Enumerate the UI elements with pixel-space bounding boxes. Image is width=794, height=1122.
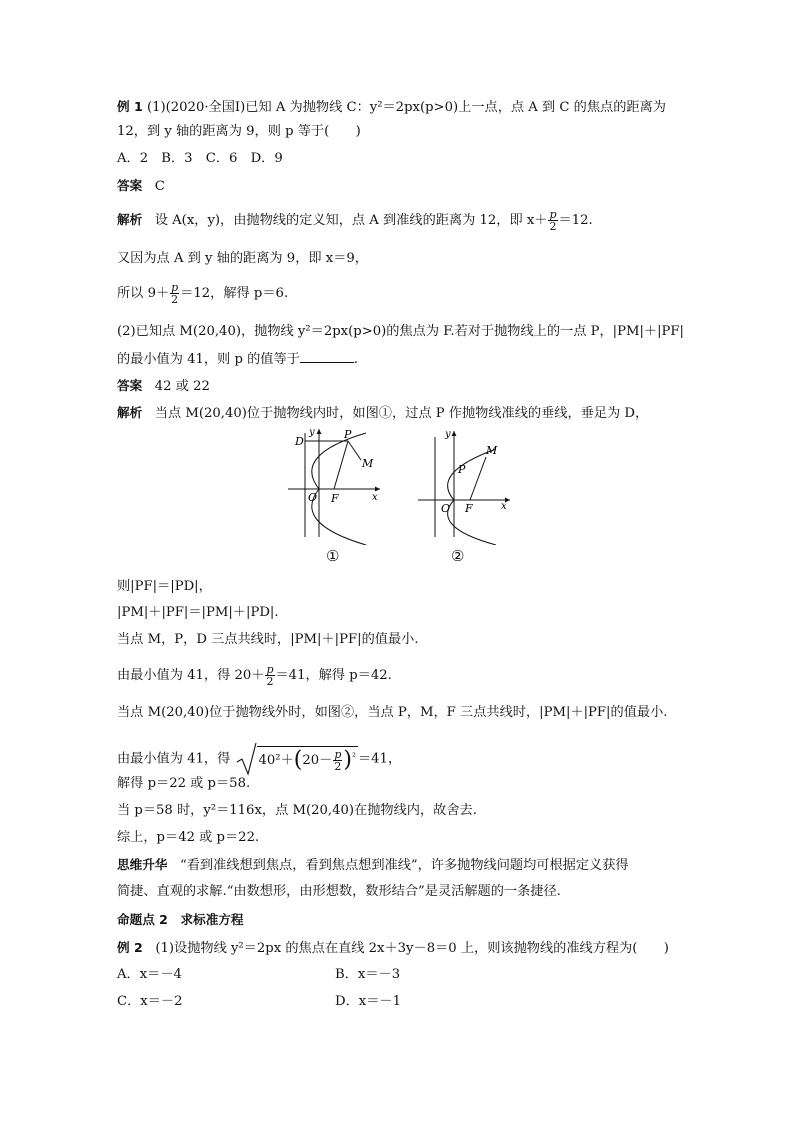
ex2-option-c: C．x＝－2: [117, 994, 183, 1009]
fig1-f-label: F: [331, 492, 339, 505]
fig2-y-label: y: [445, 429, 451, 440]
ex1-q2-line2: 的最小值为 41，则 p 的值等于 .: [117, 352, 359, 367]
ex2-options-row1: [117, 966, 400, 984]
ex1-label: 例 1: [117, 99, 143, 114]
fraction-p-over-2: $\frac{p}{2}$: [549, 208, 557, 233]
ex1-q2-solution-line3: |PM|＋|PF|＝|PM|＋|PD|.: [117, 605, 279, 620]
fig2-o-label: O: [441, 502, 451, 515]
ex2-question-line1: 例 2 (1)设抛物线 y²＝2px 的焦点在直线 2x＋3y－8＝0 上，则该抛物线的准线方程为( ): [117, 940, 669, 956]
ex1-q1-solution-line1: 解析 设 A(x，y)，由抛物线的定义知，点 A 到准线的距离为 12，即 x＋ $\frac{p}{2}$ ＝12.: [117, 208, 593, 233]
ex1-q2-line1: (2)已知点 M(20,40)，抛物线 y²＝2px(p>0)的焦点为 F.若对于抛物线上的一点 P，|PM|＋|PF|: [117, 324, 685, 339]
figure-2-caption: ②: [451, 547, 465, 565]
ex1-q2-solution-line10: 综上，p＝42 或 p＝22.: [117, 830, 260, 845]
fig1-o-label: O: [308, 491, 318, 504]
figure-1-parabola-inside: [282, 425, 382, 545]
ex1-q1-answer-line: [117, 177, 165, 196]
insight-line2: 简捷、直观的求解.“由数想形，由形想数，数形结合”是灵活解题的一条捷径.: [117, 884, 561, 899]
ex2-options-row2: [117, 993, 401, 1011]
ex1-q1-options: A．2 B．3 C．6 D．9: [117, 151, 283, 166]
fig2-m-label: M: [486, 444, 498, 457]
ex1-q2-solution-line8: 解得 p＝22 或 p＝58.: [117, 776, 251, 791]
ex1-q2-solution-line2: 则|PF|＝|PD|，: [117, 579, 212, 594]
ex1-q2-answer: 42 或 22: [154, 379, 210, 394]
sqrt-sign-icon: [235, 742, 257, 776]
fig1-p-label: P: [344, 428, 352, 441]
ex1-q1-solution-line3: 所以 9＋ $\frac{p}{2}$ ＝12，解得 p＝6.: [117, 281, 289, 306]
ex2-option-a: A．x＝－4: [117, 967, 182, 982]
figure-1-caption: ①: [326, 547, 340, 565]
ex2-option-b: B．x＝－3: [335, 967, 401, 982]
sqrt-expression: 40²＋(20－ $\frac{p}{2}$ )$^{^2}$: [235, 742, 358, 776]
ex1-q1-line2: 12，到 y 轴的距离为 9，则 p 等于( ): [117, 124, 361, 139]
ex1-question-line1: [117, 98, 666, 117]
ex1-q2-solution-line1: 解析 当点 M(20,40)位于抛物线内时，如图①，过点 P 作抛物线准线的垂线，垂足为 D，: [117, 405, 649, 421]
fig1-x-label: x: [372, 492, 378, 503]
topic2-heading: 命题点 2 求标准方程: [117, 912, 244, 927]
ex1-q1-answer: C: [154, 179, 165, 194]
analysis-label: 解析: [117, 212, 143, 227]
fig1-d-label: D: [295, 435, 304, 448]
fig2-p-label: P: [458, 463, 466, 476]
ex2-label: 例 2: [117, 940, 143, 955]
ex1-q2-solution-line5: 由最小值为 41，得 20＋ $\frac{p}{2}$ ＝41，解得 p＝42.: [117, 663, 392, 688]
fig2-f-label: F: [465, 502, 473, 515]
ex1-q1-text: (1)(2020·全国Ⅰ)已知 A 为抛物线 C：y²＝2px(p>0)上一点，点 A 到 C 的焦点的距离为: [146, 100, 666, 115]
insight-label: 思维升华: [117, 857, 168, 872]
ex1-q2-answer-line: 答案 42 或 22: [117, 378, 210, 394]
fig2-x-label: x: [501, 501, 507, 512]
ex1-q2-solution-line7: 由最小值为 41，得 40²＋(20－ $\frac{p}{2}$ )$^{^2}$ ＝41，: [117, 742, 401, 776]
answer-blank: [300, 350, 354, 363]
ex1-q2-solution-line4: 当点 M，P，D 三点共线时，|PM|＋|PF|的值最小.: [117, 632, 419, 647]
insight-line1: 思维升华 “看到准线想到焦点，看到焦点想到准线”，许多抛物线问题均可根据定义获得: [117, 857, 629, 873]
ex1-q1-solution-line2: 又因为点 A 到 y 轴的距离为 9，即 x＝9，: [117, 251, 368, 266]
ex2-option-d: D．x＝－1: [335, 994, 401, 1009]
ex1-q2-solution-line6: 当点 M(20,40)位于抛物线外时，如图②，当点 P，M，F 三点共线时，|PM|＋|PF|的值最小.: [117, 705, 668, 720]
figure-2-parabola-outside: [412, 425, 512, 545]
answer-label: 答案: [117, 178, 143, 193]
fraction-p-over-2: $\frac{p}{2}$: [266, 663, 274, 688]
fraction-p-over-2: $\frac{p}{2}$: [171, 281, 179, 306]
ex1-q2-solution-line9: 当 p＝58 时，y²＝116x，点 M(20,40)在抛物线内，故舍去.: [117, 803, 477, 818]
fig1-m-label: M: [362, 457, 374, 470]
fig1-y-label: y: [309, 427, 315, 438]
